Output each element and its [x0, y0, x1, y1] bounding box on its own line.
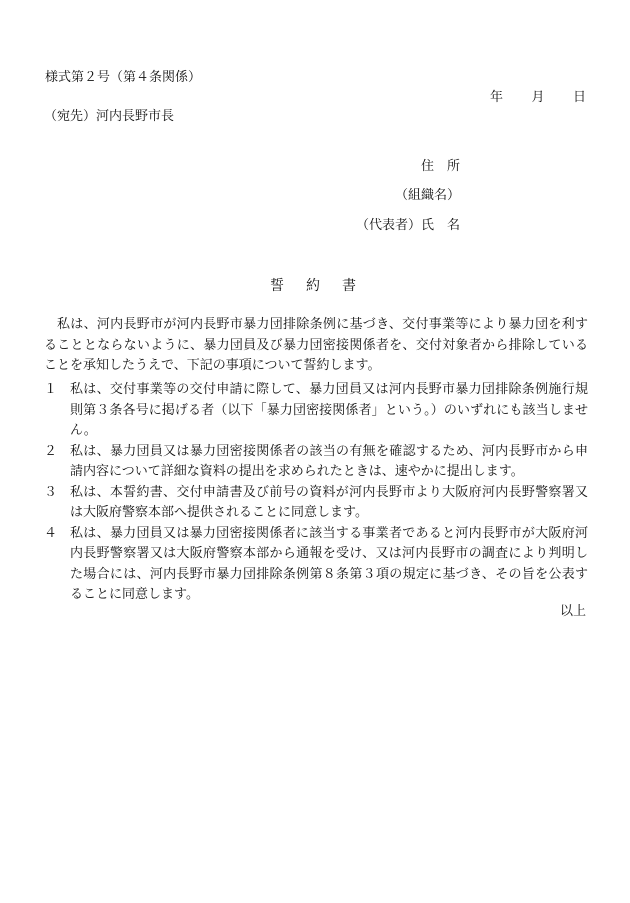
- applicant-organization-label: （組織名）: [394, 188, 460, 203]
- pledge-item: [44, 442, 588, 483]
- applicant-address-label: 住 所: [420, 159, 460, 174]
- pledge-item: [44, 380, 588, 442]
- pledge-item-text: 私は、交付事業等の交付申請に際して、暴力団員又は河内長野市暴力団排除条例施行規則第３条各号に掲げる者（以下「暴力団密接関係者」という。）のいずれにも該当しません。: [70, 382, 588, 438]
- pledge-item: [44, 483, 588, 524]
- pledge-item-text: 私は、暴力団員又は暴力団密接関係者の該当の有無を確認するため、河内長野市から申請内容について詳細な資料の提出を求められたときは、速やかに提出します。: [70, 443, 588, 479]
- date-year-label: 年: [490, 90, 504, 105]
- closing-mark: 以上: [559, 604, 586, 619]
- document-title: 誓 約 書: [270, 278, 360, 294]
- date-month-label: 月: [531, 90, 545, 105]
- date-field: [490, 86, 586, 105]
- pledge-items-list: [44, 380, 588, 606]
- addressee: （宛先）河内長野市長: [44, 109, 175, 124]
- pledge-item-text: 私は、本誓約書、交付申請書及び前号の資料が河内長野市より大阪府河内長野警察署又は大阪府警察本部へ提供されることに同意します。: [70, 484, 588, 520]
- pledge-item: [44, 524, 588, 606]
- applicant-representative-label: （代表者）氏 名: [355, 218, 460, 233]
- pledge-item-number: ４: [44, 525, 58, 541]
- pledge-item-text: 私は、暴力団員又は暴力団密接関係者に該当する事業者であると河内長野市が大阪府河内長野警察署又は大阪府警察本部から通報を受け、又は河内長野市の調査により判明した場合には、河内長野市暴力団排除条例第８条第３項の規定に基づき、その旨を公表することに同意します。: [70, 525, 588, 602]
- pledge-item-number: ３: [44, 484, 58, 500]
- form-number: 様式第２号（第４条関係）: [45, 70, 202, 85]
- pledge-item-number: ２: [44, 443, 58, 459]
- intro-paragraph: 私は、河内長野市が河内長野市暴力団排除条例に基づき、交付事業等により暴力団を利することとならないように、暴力団員及び暴力団密接関係者を、交付対象者から排除していることを承知したうえで、下記の事項について誓約します。: [44, 317, 588, 373]
- pledge-item-number: １: [44, 382, 58, 397]
- date-day-label: 日: [572, 90, 586, 105]
